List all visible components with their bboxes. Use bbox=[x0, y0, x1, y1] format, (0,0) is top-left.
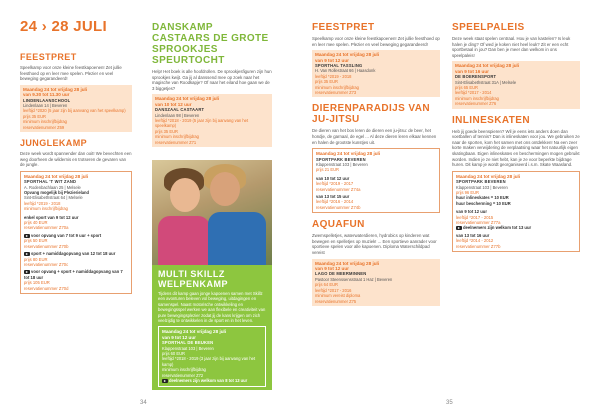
dierenparadijs-row-age: leeftijd *2016 - 2014 bbox=[316, 199, 354, 205]
feestpret2-min: minimum inschrijfbijdrag bbox=[315, 84, 359, 90]
multiskillz-date: Maandag 24 tot vrijdag 28 juli bbox=[162, 329, 227, 335]
arrow-icon: ► bbox=[25, 233, 29, 238]
multiskillz-min: minimum inschrijfbijdrag bbox=[162, 367, 206, 373]
aquafun-address: Pastoor Steenssensstraat 1 Haz | Beveren bbox=[315, 276, 393, 282]
speelpaleis-res: reservatienummer Z76 bbox=[455, 101, 497, 107]
danskamp-title: DANSKAMP CASTAARS DE GROTE SPROOKJES SPEURTOCHT bbox=[152, 22, 269, 66]
feestpret2-address: H. Van Rollestraat 66 | Haasdonk bbox=[315, 68, 376, 74]
junglekamp-row-label: enkel sport van 9 tot 12 uur bbox=[24, 214, 79, 220]
inlineskaten-date: Maandag 24 tot vrijdag 28 juli bbox=[456, 173, 521, 179]
column-4 bbox=[452, 22, 580, 255]
aquafun-venue: LAGO DE MEERMINNEN bbox=[315, 271, 367, 277]
junglekamp-age: leeftijd *2019 - 2018 bbox=[24, 200, 61, 206]
speelpaleis-price: prijs 65 EUR bbox=[455, 85, 478, 90]
feestpret-intro: Speelkamp voor onze kleine feestkapoenen! Zet jullie feesthoed op en leer mee spelen. Plezier en veel beweging gegarandeerd! bbox=[20, 65, 122, 82]
junglekamp-row-res: reservatienummer Z70c bbox=[24, 261, 69, 267]
feestpret2-intro: Speelkamp voor onze kleine feestkapoenen! Zet jullie feesthoed op en leer mee spelen. Plezier en veel beweging gegarandeerd! bbox=[312, 36, 440, 47]
danskamp-intro: Help! Het boek is alle hoofdrollen. De sprookjesfiguren zijn hun sprookjes kwijt. Ga jij al danssend mee op zoek naar het magische van Roodkapje? Of naar het eiland hoe gaan we de 3 biggetjes? bbox=[152, 69, 272, 91]
multiskillz-panel bbox=[152, 265, 272, 390]
speelpaleis-title: SPEELPALEIS bbox=[452, 22, 525, 33]
aquafun-age: leeftijd *2017 - 2016 bbox=[315, 287, 352, 293]
junglekamp-note2: Sint-Elisabethstraat 64 | Melsele bbox=[24, 195, 83, 201]
inlineskaten-intro: Heb jij goede beenspieren? Wil je eens iets anders doen dan voetballen of tennis? Dan is inlineskaten voor jou. We gebruiken ze naar de sporten, kom het samen met ons ontdekken! Na een zeer korte maken verwijdering de verplaatsing waar het natuurlijk eigen skatingbaan. Eigen inlineskates en beschermingen mogen gebruikt worden. Indien je ze niet hebt, kan je ze voor beperkte bijdrage huren. Dit kamp je wordt georganiseerd i.s.m. Skate Waasland. bbox=[452, 128, 580, 168]
dierenparadijs-row-res: reservatienummer Z74a bbox=[316, 186, 361, 192]
aquafun-res: reservatienummer Z75 bbox=[315, 298, 357, 304]
multiskillz-address: Klappenstraat 103 | Beveren bbox=[162, 345, 214, 351]
junglekamp-info-box bbox=[20, 171, 132, 294]
feestpret-res: reservatienummer Z69 bbox=[23, 124, 65, 130]
feestpret2-venue: SPORTHAL TASSLING bbox=[315, 63, 363, 68]
junglekamp-note: Opvang mogelijk bij Plezierieland bbox=[24, 190, 90, 196]
aquafun-info-box bbox=[312, 259, 440, 306]
page-title: 24 › 28 JULI bbox=[20, 18, 107, 35]
junglekamp-row-price: prijs 50 EUR bbox=[24, 238, 48, 244]
junglekamp-row-res: reservatienummer Z70d bbox=[24, 285, 69, 291]
dierenparadijs-venue: SPORTPARK BEVEREN bbox=[316, 156, 366, 162]
junglekamp-row-label: voor opvang + sport + namiddagopvang van 7 tot 18 uur bbox=[24, 269, 123, 280]
junglekamp-row-price: prijs 105 EUR bbox=[24, 280, 50, 286]
danskamp-time: van 10 tot 12 uur bbox=[155, 101, 192, 107]
right-page bbox=[300, 0, 600, 414]
speelpaleis-venue: DE BOERENSPORT bbox=[455, 74, 497, 80]
column-1 bbox=[20, 52, 132, 297]
junglekamp-venue: SPORTHAL 'T WIT ZAND bbox=[24, 179, 77, 185]
danskamp-venue: DANSZAAL CASTAART bbox=[155, 107, 205, 113]
aquafun-min: minimum vereist diploma bbox=[315, 293, 361, 299]
feestpret-time: van 9.30 tot 11.30 uur bbox=[23, 92, 70, 98]
children-photo bbox=[152, 160, 272, 270]
inlineskaten-row-res: reservatienummer Z77b bbox=[456, 243, 501, 249]
speelpaleis-address: Sint-Elisabethstraat 31A | Melsele bbox=[455, 79, 517, 85]
feestpret-info-box bbox=[20, 85, 132, 132]
feestpret-price: prijs 35 EUR bbox=[23, 113, 46, 119]
danskamp-price: prijs 35 EUR bbox=[155, 128, 178, 134]
multiskillz-info-box bbox=[158, 326, 266, 386]
inlineskaten-title: INLINESKATEN bbox=[452, 114, 530, 126]
speelpaleis-date: Maandag 24 tot vrijdag 28 juli bbox=[455, 63, 520, 69]
multiskillz-intro: Tijdens dit kamp gaan jonge kapoenen samen met Skillz een avonturen beleven vol beweging, uitdagingen en samenspel. Naast motorische ontwikkeling en bewegingsspel werken we aan flexibele en creativiteit van pure bewegingsplezier zodat jij de kans krijgen om zich veelzijdig te ontwikkelen in de sport en in het leven. bbox=[158, 291, 266, 324]
danskamp-info-box bbox=[152, 94, 272, 147]
junglekamp-row-res: reservatienummer Z70a bbox=[24, 225, 69, 231]
inlineskaten-line2: huur bescherming = 10 EUR bbox=[456, 200, 511, 206]
inlineskaten-price: prijs 96 EUR bbox=[456, 190, 479, 195]
inlineskaten-row-age: leeftijd *2014 - 2012 bbox=[456, 238, 494, 244]
junglekamp-row bbox=[24, 233, 128, 249]
dierenparadijs-title: DIERENPARADIJS VAN JU-JITSU bbox=[312, 103, 430, 126]
danskamp-res: reservatienummer Z71 bbox=[155, 139, 197, 145]
feestpret2-title: FEESTPRET bbox=[312, 22, 375, 33]
speelpaleis-age: leeftijd *2017 - 2014 bbox=[455, 90, 492, 96]
inlineskaten-row-age: leeftijd *2017 - 2015 bbox=[456, 214, 494, 220]
junglekamp-row-label: sport + namiddagopvang van 12 tot 18 uur bbox=[31, 251, 116, 257]
inlineskaten-address: Klappenstraat 103 | Beveren bbox=[456, 184, 508, 190]
feestpret-title: FEESTPRET bbox=[20, 52, 77, 62]
speelpaleis-intro: Deze week staat spelen centraal. Hou je van kastelen? Is leuk halen je ding? Of wed je koken niet heel leuk? Zit er een echt sportbetaal in jou? Dan ben je meer dan welkom in ons speelpaleis! bbox=[452, 36, 571, 58]
inlineskaten-row bbox=[456, 209, 576, 231]
speelpaleis-info-box bbox=[452, 61, 580, 108]
dierenparadijs-intro: De dieren van het bos leren de dieren een ju-jitsu: de beer, het hondje, de garnaal, de egel ... Al deze dieren leren elkaar kennen en halen de grootste kunstjes uit. bbox=[312, 128, 437, 145]
aquafun-price: prijs 64 EUR bbox=[315, 282, 338, 288]
inlineskaten-info-box bbox=[452, 171, 580, 252]
junglekamp-row bbox=[24, 269, 128, 291]
aquafun-date: Maandag 24 tot vrijdag 28 juli bbox=[315, 260, 380, 266]
arrow-icon: ► bbox=[25, 252, 29, 257]
multiskillz-extra: deelnemers zijn welkom van 8 tot 13 uur bbox=[169, 378, 248, 384]
column-3 bbox=[312, 22, 440, 309]
page-number-right: 35 bbox=[446, 400, 453, 406]
speelpaleis-time: van 9 tot 16 uur bbox=[455, 68, 489, 74]
dierenparadijs-price: prijs 21 EUR bbox=[316, 167, 339, 173]
aquafun-title: AQUAFUN bbox=[312, 219, 365, 231]
feestpret-venue: LINDENLAANSCHOOL bbox=[23, 97, 71, 103]
junglekamp-title: JUNGLEKAMP bbox=[20, 138, 88, 149]
inlineskaten-line1: huur inlineskates = 10 EUR bbox=[456, 195, 509, 201]
junglekamp-intro: Deze week wordt spannender dan ooit! We bevechten een weg doorheen de wildernis en trotseren de gevaren van de jungle. bbox=[20, 151, 132, 168]
junglekamp-row-price: prijs 80 EUR bbox=[24, 256, 48, 262]
aquafun-intro: Zwemspelletjes, waterwaterdieren, hydrobics op kinderen wat bewegen en spelletjes op muziek! ... Een sportieve aanrader voor sportieve spelen voor alle kapoenen. Diploma Waterschildpad vereist bbox=[312, 233, 437, 256]
arrow-icon: ► bbox=[25, 270, 29, 275]
dierenparadijs-row-label: van 13 tot 15 uur bbox=[316, 194, 350, 200]
aquafun-time: van 9 tot 12 uur bbox=[315, 266, 349, 272]
multiskillz-time: van 9 tot 12 uur bbox=[162, 334, 196, 340]
junglekamp-row bbox=[24, 251, 128, 267]
junglekamp-date: Maandag 24 tot vrijdag 28 juli bbox=[24, 173, 89, 179]
feestpret-address: Lindenlaan 14 | Beveren bbox=[23, 103, 68, 108]
dierenparadijs-row-res: reservatienummer Z74b bbox=[316, 204, 361, 210]
speelpaleis-min: minimum inschrijfbijdrag bbox=[455, 95, 499, 101]
page-number-left: 34 bbox=[140, 400, 147, 406]
danskamp-min: minimum inschrijfbijdrag bbox=[155, 134, 199, 140]
junglekamp-row bbox=[24, 215, 128, 231]
feestpret-age: leeftijd *2020 (5 jaar zijn bij aanvang van het speelkamp) bbox=[23, 108, 126, 114]
multiskillz-venue: SPORTHAL DE BEUKEN bbox=[162, 340, 214, 346]
dierenparadijs-row-label: van 10 tot 12 uur bbox=[316, 175, 350, 181]
junglekamp-row-price: prijs 40 EUR bbox=[24, 220, 48, 226]
dierenparadijs-row-age: leeftijd *2019 - 2017 bbox=[316, 181, 354, 187]
inlineskaten-row-res: reservatienummer Z77a bbox=[456, 220, 501, 226]
feestpret-min: minimum inschrijfbijdrag bbox=[23, 119, 67, 125]
dierenparadijs-info-box bbox=[312, 148, 440, 213]
multiskillz-age: leeftijd *2018 - 2019 (3 jaar zijn bij aanvang van het kamp) bbox=[162, 356, 256, 367]
feestpret2-date: Maandag 24 tot vrijdag 28 juli bbox=[315, 52, 380, 58]
junglekamp-row-res: reservatienummer Z70b bbox=[24, 243, 69, 249]
feestpret2-price: prijs 35 EUR bbox=[315, 79, 338, 85]
multiskillz-res: reservatienummer Z72 bbox=[162, 372, 204, 378]
multiskillz-price: prijs 60 EUR bbox=[162, 351, 185, 357]
feestpret2-info-box bbox=[312, 50, 440, 97]
dierenparadijs-address: Klappenstraat 103 | Beveren bbox=[316, 162, 368, 168]
junglekamp-address: A. Rodenbachlaan 25 | Melsele bbox=[24, 184, 81, 190]
inlineskaten-row-extra: deelnemers zijn welkom tot 13 uur bbox=[463, 225, 532, 231]
inlineskaten-row bbox=[456, 233, 576, 249]
multiskillz-title: MULTI SKILLZ WELPENKAMP bbox=[158, 269, 228, 289]
inlineskaten-row-label: van 9 tot 12 uur bbox=[456, 209, 487, 215]
feestpret2-res: reservatienummer Z73 bbox=[315, 90, 357, 96]
column-2 bbox=[152, 22, 272, 150]
danskamp-address: Lindenlaan 98 | Beveren bbox=[155, 112, 200, 118]
junglekamp-row-label: voor opvang van 7 tot 9 uur + sport bbox=[31, 232, 102, 238]
danskamp-date: Maandag 24 tot vrijdag 28 juli bbox=[155, 96, 220, 102]
inlineskaten-venue: SPORTPARK BEVEREN bbox=[456, 179, 506, 185]
junglekamp-min: minimum inschrijfbijdrag bbox=[24, 206, 68, 212]
danskamp-age: leeftijd *2018 - 2019 (5 jaar zijn bij aanvang van het speelkamp) bbox=[155, 118, 249, 129]
feestpret-date: Maandag 24 tot vrijdag 28 juli bbox=[23, 86, 88, 92]
dierenparadijs-row bbox=[316, 194, 436, 210]
arrow-icon: ► bbox=[457, 226, 461, 231]
dierenparadijs-date: Maandag 24 tot vrijdag 28 juli bbox=[316, 151, 381, 157]
feestpret2-age: leeftijd *2019 - 2018 bbox=[315, 73, 352, 79]
arrow-icon: ► bbox=[163, 379, 167, 384]
inlineskaten-row-label: van 13 tot 16 uur bbox=[456, 232, 490, 238]
dierenparadijs-row bbox=[316, 176, 436, 192]
feestpret2-time: van 9 tot 12 uur bbox=[315, 57, 349, 63]
